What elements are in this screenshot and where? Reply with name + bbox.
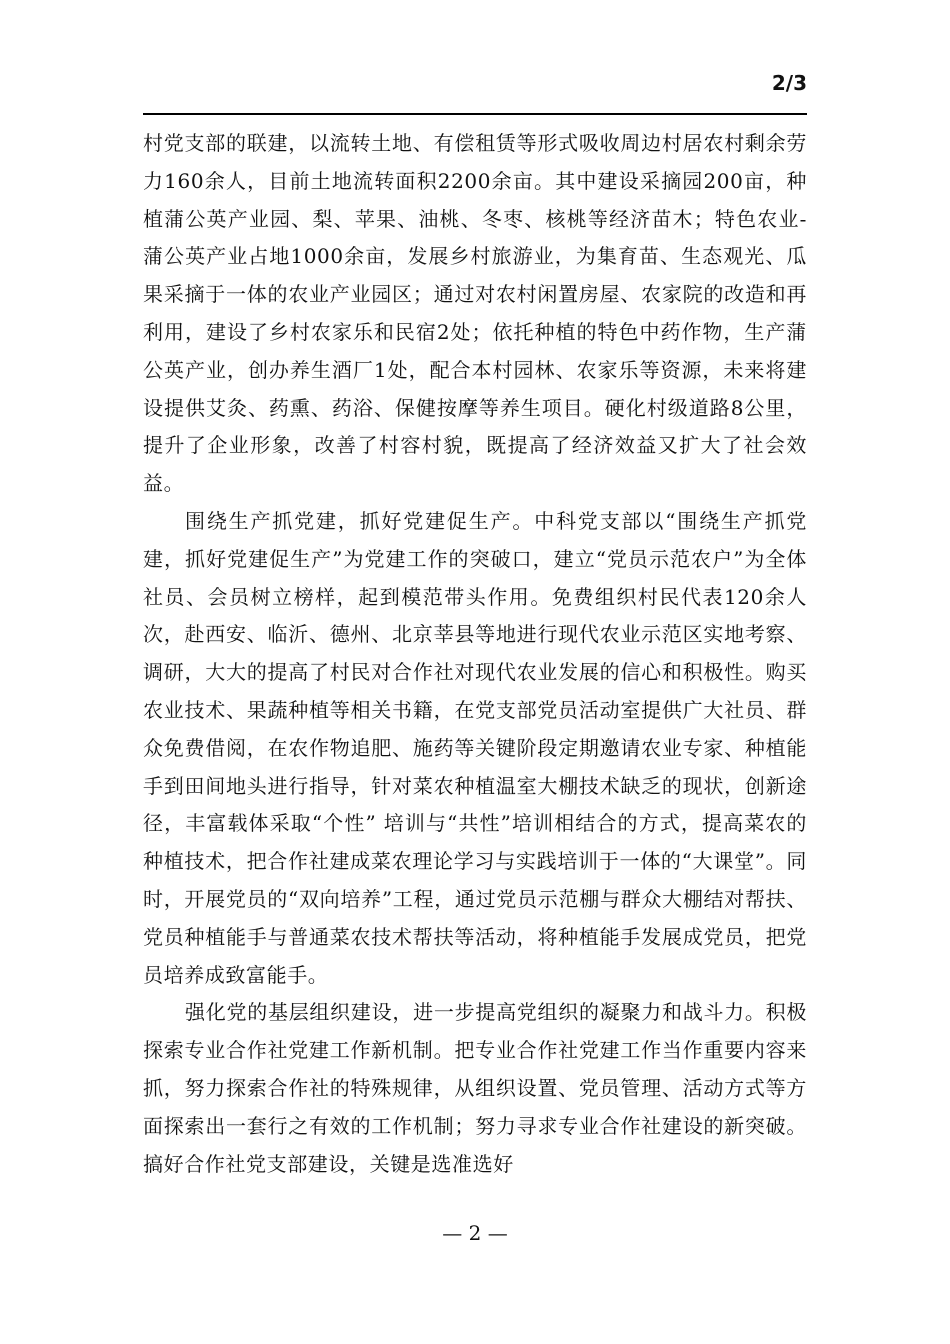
document-body: [143, 125, 807, 1183]
header-divider: [143, 113, 807, 115]
page-number: — 2 —: [442, 1221, 508, 1245]
paragraph-continued: 村党支部的联建，以流转土地、有偿租赁等形式吸收周边村居农村剩余劳力160余人，目前土地流转面积2200余亩。其中建设采摘园200亩，种植蒲公英产业园、梨、苹果、油桃、冬枣、核桃等经济苗木；特色农业-蒲公英产业占地1000余亩，发展乡村旅游业，为集育苗、生态观光、瓜果采摘于一体的农业产业园区；通过对农村闲置房屋、农家院的改造和再利用，建设了乡村农家乐和民宿2处；依托种植的特色中药作物，生产蒲公英产业，创办养生酒厂1处，配合本村园林、农家乐等资源，未来将建设提供艾灸、药熏、药浴、保健按摩等养生项目。硬化村级道路8公里，提升了企业形象，改善了村容村貌，既提高了经济效益又扩大了社会效益。: [143, 131, 807, 496]
paragraph-grassroots-organization: 强化党的基层组织建设，进一步提高党组织的凝聚力和战斗力。积极探索专业合作社党建工作新机制。把专业合作社党建工作当作重要内容来抓，努力探索合作社的特殊规律，从组织设置、党员管理、活动方式等方面探索出一套行之有效的工作机制；努力寻求专业合作社建设的新突破。搞好合作社党支部建设，关键是选准选好: [143, 1000, 807, 1176]
page-counter: 2/3: [771, 71, 807, 95]
paragraph-party-building-production: 围绕生产抓党建，抓好党建促生产。中科党支部以“围绕生产抓党建，抓好党建促生产”为党建工作的突破口，建立“党员示范农户”为全体社员、会员树立榜样，起到模范带头作用。免费组织村民代表120余人次，赴西安、临沂、德州、北京莘县等地进行现代农业示范区实地考察、调研，大大的提高了村民对合作社对现代农业发展的信心和积极性。购买农业技术、果蔬种植等相关书籍，在党支部党员活动室提供广大社员、群众免费借阅，在农作物追肥、施药等关键阶段定期邀请农业专家、种植能手到田间地头进行指导，针对菜农种植温室大棚技术缺乏的现状，创新途径，丰富载体采取“个性” 培训与“共性”培训相结合的方式，提高菜农的种植技术，把合作社建成菜农理论学习与实践培训于一体的“大课堂”。同时，开展党员的“双向培养”工程，通过党员示范棚与群众大棚结对帮扶、党员种植能手与普通菜农技术帮扶等活动，将种植能手发展成党员，把党员培养成致富能手。: [143, 508, 807, 987]
